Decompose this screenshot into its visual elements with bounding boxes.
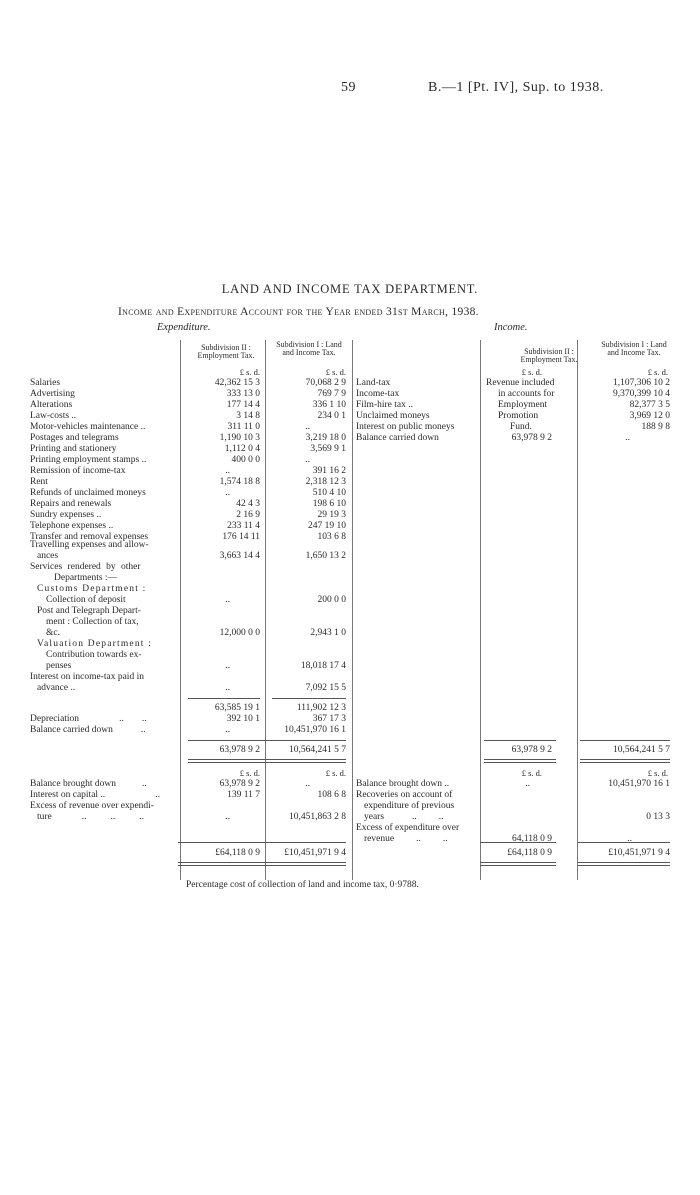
exp-row-c1: 3 14 8 [236,411,260,421]
exp-interest-line1: Interest on income-tax paid in [30,672,144,682]
exp-services-line2: Departments :— [54,573,118,583]
inc-final-c2: £10,451,971 9 4 [608,848,670,858]
exp-final-c2: £10,451,971 9 4 [284,848,346,858]
exp-row-label: Postages and telegrams [30,433,119,443]
exp-depreciation-label: Depreciation .. .. [30,714,147,724]
exp-row-label: Alterations [30,400,73,410]
inc-recoveries-line2: expenditure of previous [364,801,455,811]
exp-depreciation-c2: 367 17 3 [312,714,346,724]
inc-recoveries-line1: Recoveries on account of [356,790,453,800]
inc-row-label: Interest on public moneys [356,422,455,432]
exp-row-label: Salaries [30,378,61,388]
inc-row-c2: 9,370,399 10 4 [613,389,670,399]
exp-row-label: Refunds of unclaimed moneys [30,488,146,498]
exp-lower-currency1: £ s. d. [239,768,260,778]
exp-post-line2: ment : Collection of tax, [46,617,139,627]
exp-row-c1: 2 16 9 [236,510,260,520]
exp-row-c1: 176 14 11 [222,532,260,542]
exp-row-c1: 233 11 4 [227,521,260,531]
inc-row-c2: 3,969 12 0 [629,411,670,421]
exp-post-c1: 12,000 0 0 [219,628,260,638]
exp-row-c1: 333 13 0 [226,389,260,399]
expenditure-heading: Expenditure. [157,322,211,333]
inc-excessexp-c1: 64,118 0 9 [511,834,552,844]
inc-balance-c1: 63,978 9 2 [511,433,552,443]
exp-excess-line2: ture .. .. .. [37,812,145,822]
exp-balance-cd-label: Balance carried down .. [30,725,146,735]
exp-post-line1: Post and Telegraph Depart- [37,606,141,616]
exp-post-line3: &c. [46,628,60,638]
exp-excess-c1: .. [225,812,230,822]
inc-row-label: Land-tax [356,378,391,388]
exp-currency1: £ s. d. [239,367,260,377]
exp-row-label: Sundry expenses .. [30,510,102,520]
page-number: 59 [341,80,356,95]
exp-ioc-c1: 139 11 7 [227,790,260,800]
inc-bbd-c1: .. [525,779,530,789]
exp-row-c1: .. [225,488,230,498]
exp-row-c2: .. [305,422,310,432]
inc-row-c2: .. [625,433,630,443]
inc-bbd-label: Balance brought down .. [356,779,450,789]
exp-row-label: Motor-vehicles maintenance .. [30,422,146,432]
exp-row-c2: 29 19 3 [317,510,346,520]
exp-row-c1: 1,190 10 3 [219,433,260,443]
inc-currency1: £ s. d. [521,367,542,377]
exp-bbd-label: Balance brought down .. [30,779,147,789]
exp-row-label: Repairs and renewals [30,499,112,509]
account-title: Income and Expenditure Account for the Year ended 31st March, 1938. [118,306,479,318]
inc-currency2: £ s. d. [647,367,668,377]
inc-total-c2: 10,564,241 5 7 [613,745,670,755]
exp-customs-line1: Customs Department : [37,584,147,594]
exp-row-label: Rent [30,477,48,487]
exp-row-c1: 311 11 0 [227,422,260,432]
exp-travelling-line2: ances [37,551,59,561]
exp-row-c2: 769 7 9 [317,389,346,399]
exp-row-c2: 70,068 2 9 [305,378,346,388]
exp-customs-c2: 200 0 0 [317,595,346,605]
exp-row-label: Law-costs .. [30,411,77,421]
exp-row-c2: 3,219 18 0 [305,433,346,443]
exp-row-c1: 1,112 0 4 [224,444,260,454]
exp-post-c2: 2,943 1 0 [310,628,346,638]
inc-row-label: Film-hire tax .. [356,400,413,410]
exp-travelling-c1: 3,663 14 4 [219,551,260,561]
inc-row-c2: 188 9 8 [641,422,670,432]
inc-recoveries-line3: years .. .. [364,812,444,822]
exp-row-label: Telephone expenses .. [30,521,114,531]
exp-travelling-c2: 1,650 13 2 [305,551,346,561]
exp-row-c2: 2,318 12 3 [305,477,346,487]
inc-excessexp-line2: revenue .. .. [364,834,448,844]
inc-col1-header: Subdivision II : Employment Tax. [520,347,578,364]
exp-services-line1: Services rendered by other [30,562,141,572]
exp-interest-line2: advance .. [37,683,76,693]
exp-row-label: Printing employment stamps .. [30,455,147,465]
footnote: Percentage cost of collection of land and income tax, 0·9788. [186,880,419,890]
inc-recoveries-c2: 0 13 3 [646,812,670,822]
exp-valuation-line1: Valuation Department : [37,639,153,649]
exp-row-c1: 42,362 15 3 [214,378,260,388]
exp-depreciation-c1: 392 10 1 [226,714,260,724]
exp-row-c2: 3,569 9 1 [310,444,346,454]
exp-subtotal-c2: 111,902 12 3 [296,703,346,713]
exp-row-c2: 336 1 10 [312,400,346,410]
inc-row-label: Unclaimed moneys [356,411,430,421]
inc-lower-currency2: £ s. d. [647,768,668,778]
exp-bbd-c2: .. [305,779,310,789]
inc-lower-currency1: £ s. d. [521,768,542,778]
exp-row-c2: .. [305,455,310,465]
exp-row-c1: 177 14 4 [226,400,260,410]
exp-ioc-c2: 108 6 8 [317,790,346,800]
exp-balance-cd-c1: .. [225,725,230,735]
exp-excess-line1: Excess of revenue over expendi- [30,801,154,811]
exp-row-label: Advertising [30,389,75,399]
inc-total-c1: 63,978 9 2 [511,745,552,755]
exp-row-c2: 103 6 8 [317,532,346,542]
inc-row-label: Balance carried down [356,433,439,443]
exp-customs-line2: Collection of deposit [46,595,126,605]
exp-row-c1: 42 4 3 [236,499,260,509]
exp-final-c1: £64,118 0 9 [215,848,260,858]
exp-row-c2: 198 6 10 [312,499,346,509]
exp-valuation-line3: penses [46,661,72,671]
exp-ioc-label: Interest on capital .. .. [30,790,160,800]
exp-bbd-c1: 63,978 9 2 [219,779,260,789]
exp-lower-currency2: £ s. d. [325,768,346,778]
inc-final-c1: £64,118 0 9 [507,848,552,858]
exp-travelling-line1: Travelling expenses and allow- [30,540,149,550]
exp-row-c1: 400 0 0 [231,455,260,465]
inc-row-c2: 1,107,306 10 2 [613,378,670,388]
inc-row-c2: 82,377 3 5 [629,400,670,410]
exp-row-c2: 391 16 2 [312,466,346,476]
exp-total-c1: 63,978 9 2 [219,745,260,755]
exp-subtotal-c1: 63,585 19 1 [214,703,260,713]
exp-row-label: Transfer and removal expenses [30,532,149,542]
exp-interest-c2: 7,092 15 5 [305,683,346,693]
exp-row-label: Printing and stationery [30,444,117,454]
exp-row-label: Remission of income-tax [30,466,126,476]
exp-customs-c1: .. [225,595,230,605]
inc-revenue-note: Revenue included in accounts for Employment Promotion Fund. [486,378,555,432]
exp-row-c1: 1,574 18 8 [219,477,260,487]
inc-row-label: Income-tax [356,389,400,399]
document-reference: B.—1 [Pt. IV], Sup. to 1938. [428,80,604,95]
inc-col2-header: Subdivision I : Land and Income Tax. [601,340,667,357]
exp-balance-cd-c2: 10,451,970 16 1 [284,725,346,735]
exp-total-c2: 10,564,241 5 7 [289,745,346,755]
income-heading: Income. [494,322,528,333]
exp-valuation-c1: .. [225,661,230,671]
exp-valuation-c2: 18,018 17 4 [300,661,346,671]
exp-row-c2: 510 4 10 [312,488,346,498]
exp-row-c2: 234 0 1 [317,411,346,421]
exp-valuation-line2: Contribution towards ex- [46,650,142,660]
exp-row-c1: .. [225,466,230,476]
exp-excess-c2: 10,451,863 2 8 [289,812,346,822]
exp-row-c2: 247 19 10 [308,521,346,531]
exp-col2-header: Subdivision I : Land and Income Tax. [276,340,342,357]
exp-currency2: £ s. d. [325,367,346,377]
inc-excessexp-c2: .. [627,834,632,844]
inc-excessexp-line1: Excess of expenditure over [356,823,460,833]
department-title: LAND AND INCOME TAX DEPARTMENT. [221,282,479,296]
exp-interest-c1: .. [225,683,230,693]
inc-bbd-c2: 10,451,970 16 1 [608,779,670,789]
exp-col1-header: Subdivision II : Employment Tax. [197,343,255,360]
